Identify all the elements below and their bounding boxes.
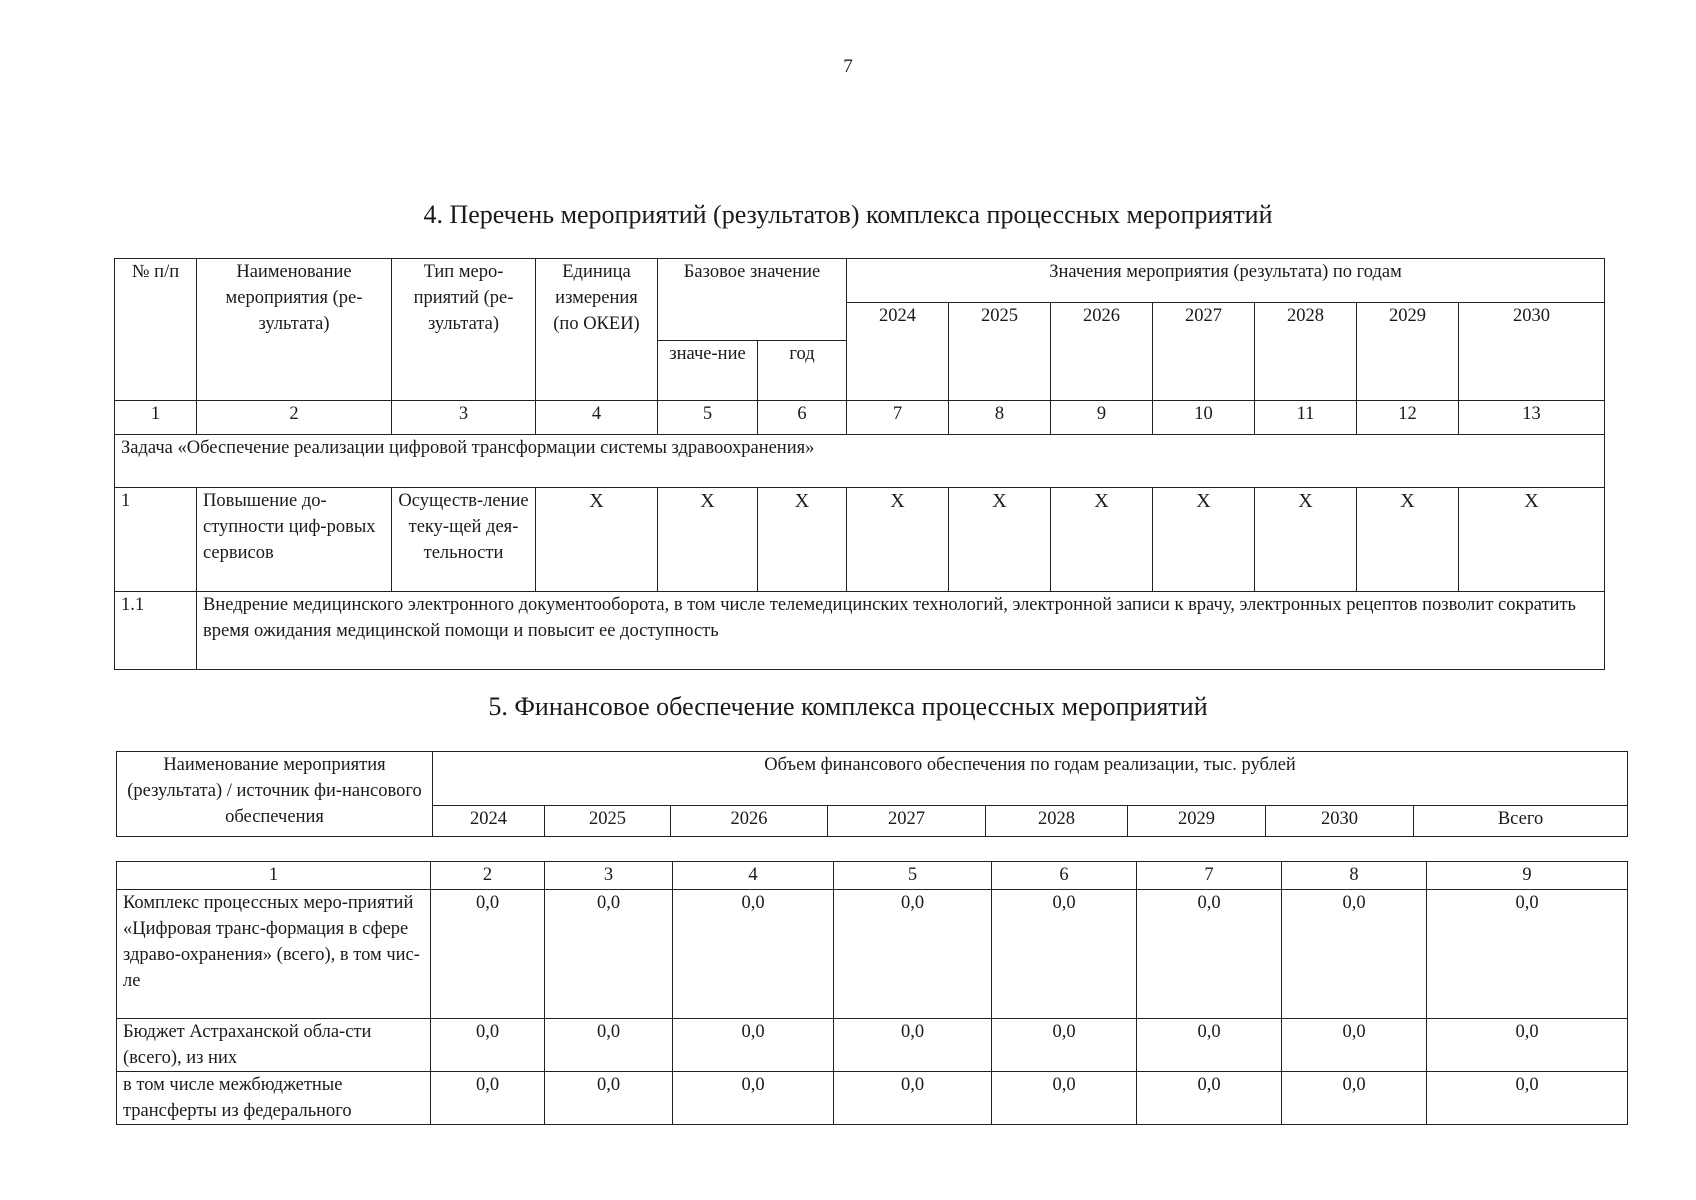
finance-column-number: 1 bbox=[117, 862, 431, 890]
header-base-year: год bbox=[758, 341, 847, 401]
activity-cell: X bbox=[1255, 488, 1357, 592]
column-number: 11 bbox=[1255, 401, 1357, 435]
finance-value: 0,0 bbox=[431, 890, 545, 1019]
finance-value: 0,0 bbox=[673, 1019, 834, 1072]
finance-table bbox=[116, 861, 1628, 1125]
finance-header-year: 2030 bbox=[1266, 806, 1414, 837]
finance-header-total: Всего bbox=[1414, 806, 1628, 837]
column-number: 10 bbox=[1153, 401, 1255, 435]
column-number: 3 bbox=[392, 401, 536, 435]
header-values-by-year: Значения мероприятия (результата) по годам bbox=[847, 259, 1605, 303]
finance-header-year: 2026 bbox=[671, 806, 828, 837]
column-number: 7 bbox=[847, 401, 949, 435]
finance-value: 0,0 bbox=[431, 1019, 545, 1072]
finance-header-year: 2027 bbox=[828, 806, 986, 837]
finance-row-name: Бюджет Астраханской обла-сти (всего), из них bbox=[117, 1019, 431, 1072]
finance-column-number: 4 bbox=[673, 862, 834, 890]
header-base-value: значе-ние bbox=[658, 341, 758, 401]
column-number: 6 bbox=[758, 401, 847, 435]
finance-value: 0,0 bbox=[1427, 1072, 1628, 1125]
column-number: 5 bbox=[658, 401, 758, 435]
activity-type: Осуществ-ление теку-щей дея-тельности bbox=[392, 488, 536, 592]
finance-value: 0,0 bbox=[992, 890, 1137, 1019]
finance-value: 0,0 bbox=[673, 890, 834, 1019]
finance-value: 0,0 bbox=[545, 1019, 673, 1072]
finance-header-year: 2029 bbox=[1128, 806, 1266, 837]
sub-activity-text: Внедрение медицинского электронного документооборота, в том числе телемедицинских технологий, электронной записи к врачу, электронных рецептов позволит сократить время ожидания медицинской помощи и повысит ее доступность bbox=[197, 592, 1605, 670]
finance-header-volume: Объем финансового обеспечения по годам реализации, тыс. рублей bbox=[433, 752, 1628, 806]
finance-value: 0,0 bbox=[545, 890, 673, 1019]
activity-row bbox=[115, 488, 1605, 592]
header-base: Базовое значение bbox=[658, 259, 847, 341]
finance-value: 0,0 bbox=[673, 1072, 834, 1125]
finance-row-name: Комплекс процессных меро-приятий «Цифровая транс-формация в сфере здраво-охранения» (всего), в том чис-ле bbox=[117, 890, 431, 1019]
finance-column-number: 9 bbox=[1427, 862, 1628, 890]
column-number-row bbox=[115, 401, 1605, 435]
finance-column-number: 7 bbox=[1137, 862, 1282, 890]
task-title: Задача «Обеспечение реализации цифровой трансформации системы здравоохранения» bbox=[115, 435, 1605, 488]
finance-value: 0,0 bbox=[545, 1072, 673, 1125]
activities-table bbox=[114, 258, 1605, 670]
finance-row bbox=[117, 1019, 1628, 1072]
column-number: 1 bbox=[115, 401, 197, 435]
finance-value: 0,0 bbox=[1282, 1072, 1427, 1125]
activity-cell: X bbox=[949, 488, 1051, 592]
header-year: 2024 bbox=[847, 303, 949, 401]
header-row bbox=[115, 259, 1605, 303]
finance-value: 0,0 bbox=[1427, 1019, 1628, 1072]
header-year: 2025 bbox=[949, 303, 1051, 401]
activity-cell: X bbox=[1357, 488, 1459, 592]
finance-value: 0,0 bbox=[1282, 890, 1427, 1019]
finance-value: 0,0 bbox=[1427, 890, 1628, 1019]
header-year: 2028 bbox=[1255, 303, 1357, 401]
column-number: 8 bbox=[949, 401, 1051, 435]
finance-header-table bbox=[116, 751, 1628, 837]
column-number: 13 bbox=[1459, 401, 1605, 435]
finance-value: 0,0 bbox=[1282, 1019, 1427, 1072]
section-5-title: 5. Финансовое обеспечение комплекса процессных мероприятий bbox=[488, 692, 1208, 721]
finance-column-number: 8 bbox=[1282, 862, 1427, 890]
activity-cell: X bbox=[847, 488, 949, 592]
header-num: № п/п bbox=[115, 259, 197, 401]
header-year: 2030 bbox=[1459, 303, 1605, 401]
finance-value: 0,0 bbox=[992, 1019, 1137, 1072]
column-number: 9 bbox=[1051, 401, 1153, 435]
finance-header-year: 2024 bbox=[433, 806, 545, 837]
column-number: 4 bbox=[536, 401, 658, 435]
activity-name: Повышение до-ступности циф-ровых сервисов bbox=[197, 488, 392, 592]
header-year: 2027 bbox=[1153, 303, 1255, 401]
finance-value: 0,0 bbox=[1137, 890, 1282, 1019]
page-number: 7 bbox=[843, 56, 853, 77]
activity-cell: X bbox=[536, 488, 658, 592]
finance-value: 0,0 bbox=[834, 890, 992, 1019]
sub-activity-num: 1.1 bbox=[115, 592, 197, 670]
activity-cell: X bbox=[758, 488, 847, 592]
finance-value: 0,0 bbox=[834, 1019, 992, 1072]
header-type: Тип меро-приятий (ре-зультата) bbox=[392, 259, 536, 401]
finance-header-year: 2025 bbox=[545, 806, 671, 837]
finance-column-number: 3 bbox=[545, 862, 673, 890]
sub-activity-row bbox=[115, 592, 1605, 670]
finance-row bbox=[117, 1072, 1628, 1125]
finance-column-number: 2 bbox=[431, 862, 545, 890]
finance-column-number-row bbox=[117, 862, 1628, 890]
header-year: 2029 bbox=[1357, 303, 1459, 401]
task-row bbox=[115, 435, 1605, 488]
finance-value: 0,0 bbox=[1137, 1019, 1282, 1072]
column-number: 2 bbox=[197, 401, 392, 435]
finance-header-row bbox=[117, 752, 1628, 806]
header-name: Наименование мероприятия (ре-зультата) bbox=[197, 259, 392, 401]
activity-cell: X bbox=[1051, 488, 1153, 592]
finance-header-year: 2028 bbox=[986, 806, 1128, 837]
header-year: 2026 bbox=[1051, 303, 1153, 401]
finance-value: 0,0 bbox=[1137, 1072, 1282, 1125]
finance-row-name: в том числе межбюджетные трансферты из федерального bbox=[117, 1072, 431, 1125]
activity-cell: X bbox=[658, 488, 758, 592]
finance-column-number: 6 bbox=[992, 862, 1137, 890]
finance-value: 0,0 bbox=[992, 1072, 1137, 1125]
finance-header-name: Наименование мероприятия (результата) / источник фи-нансового обеспечения bbox=[117, 752, 433, 837]
finance-value: 0,0 bbox=[431, 1072, 545, 1125]
activity-num: 1 bbox=[115, 488, 197, 592]
header-unit: Единица измерения (по ОКЕИ) bbox=[536, 259, 658, 401]
finance-column-number: 5 bbox=[834, 862, 992, 890]
activity-cell: X bbox=[1153, 488, 1255, 592]
column-number: 12 bbox=[1357, 401, 1459, 435]
finance-value: 0,0 bbox=[834, 1072, 992, 1125]
finance-row bbox=[117, 890, 1628, 1019]
section-4-title: 4. Перечень мероприятий (результатов) комплекса процессных мероприятий bbox=[423, 200, 1273, 229]
activity-cell: X bbox=[1459, 488, 1605, 592]
